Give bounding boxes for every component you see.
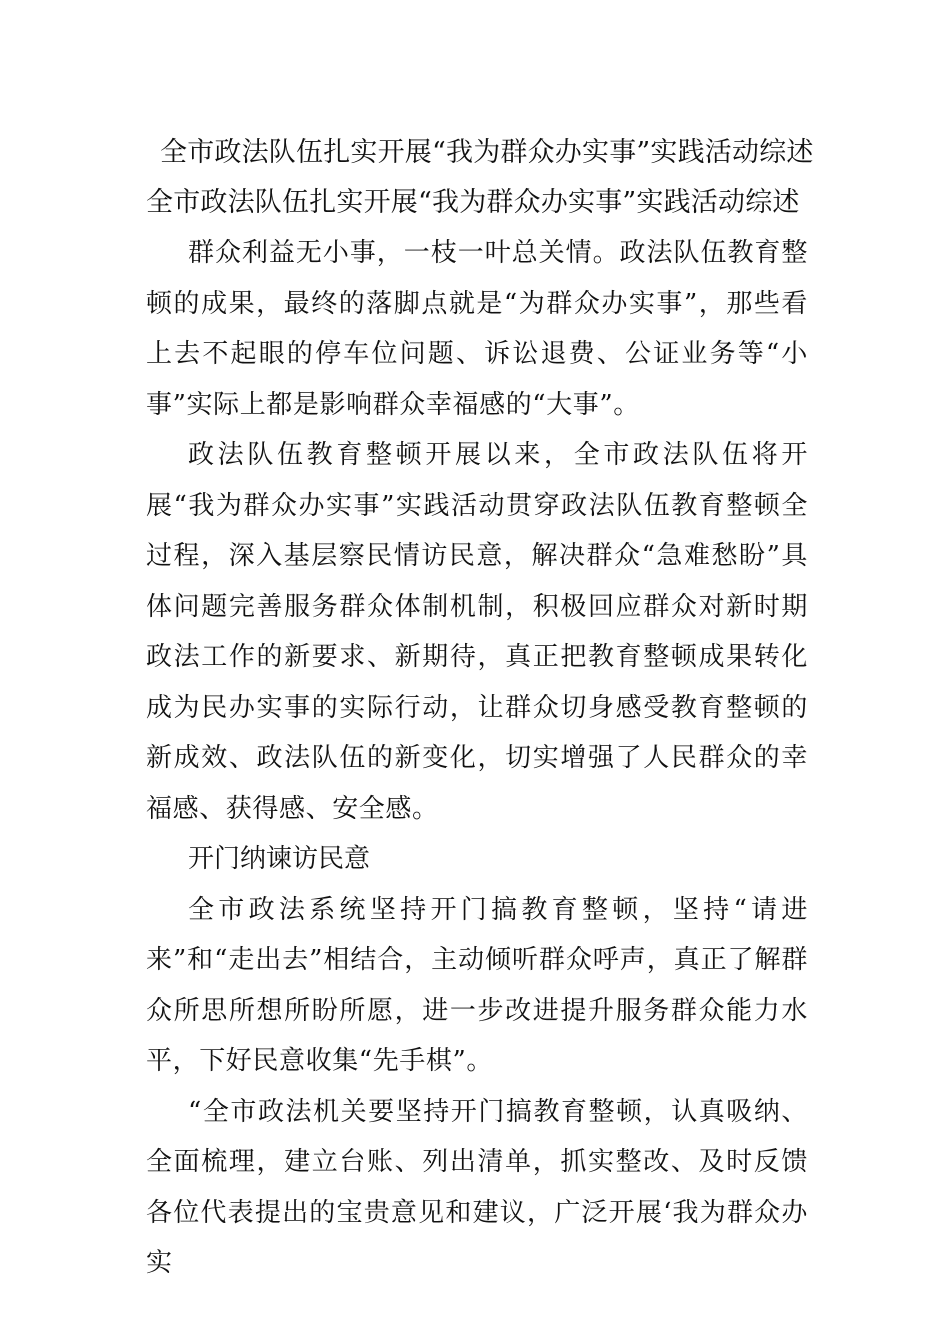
section-paragraph-2: “全市政法机关要坚持开门搞教育整顿，认真吸纳、全面梳理，建立台账、列出清单，抓实整改、及时反馈各位代表提出的宝贵意见和建议，广泛开展‘我为群众办实 <box>146 1096 808 1278</box>
document-title: 全市政法队伍扎实开展“我为群众办实事”实践活动综述 <box>160 137 814 168</box>
section-heading: 开门纳谏访民意 <box>188 844 371 874</box>
document-title-repeat: 全市政法队伍扎实开展“我为群众办实事”实践活动综述 <box>146 187 800 218</box>
section-paragraph-1: 全市政法系统坚持开门搞教育整顿，坚持“请进来”和“走出去”相结合，主动倾听群众呼声，真正了解群众所思所想所盼所愿，进一步改进提升服务群众能力水平，下好民意收集“先手棋”。 <box>146 894 808 1076</box>
overview-paragraph: 政法队伍教育整顿开展以来，全市政法队伍将开展“我为群众办实事”实践活动贯穿政法队伍教育整顿全过程，深入基层察民情访民意，解决群众“急难愁盼”具体问题完善服务群众体制机制，积极回应群众对新时期政法工作的新要求、新期待，真正把教育整顿成果转化成为民办实事的实际行动，让群众切身感受教育整顿的新成效、政法队伍的新变化，切实增强了人民群众的幸福感、获得感、安全感。 <box>146 440 808 824</box>
intro-paragraph: 群众利益无小事，一枝一叶总关情。政法队伍教育整顿的成果，最终的落脚点就是“为群众办实事”，那些看上去不起眼的停车位问题、诉讼退费、公证业务等“小事”实际上都是影响群众幸福感的“大事”。 <box>146 238 808 420</box>
document-body <box>146 128 814 1289</box>
